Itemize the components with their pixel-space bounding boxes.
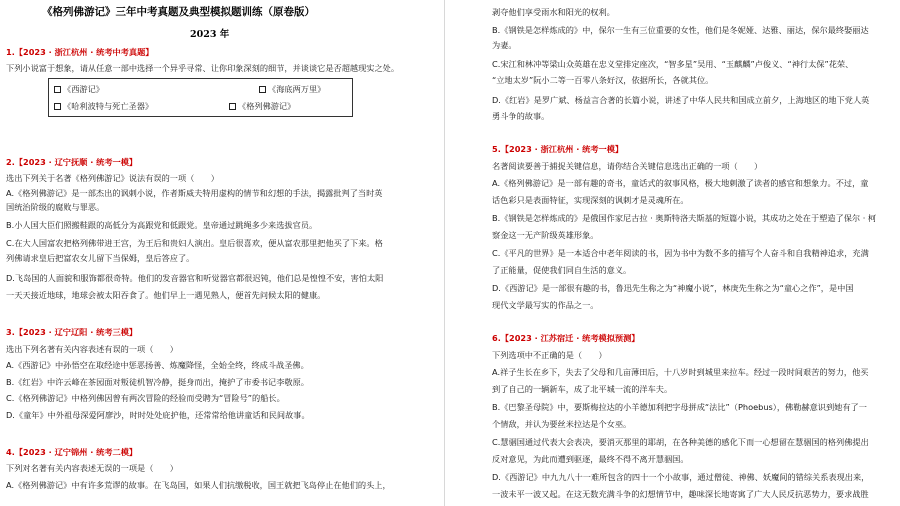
question-2-option-d-cont: 一天天接近地球，地球会被太阳吞食了。他们早上一遇见熟人，便首先问候太阳的健康。 (6, 290, 326, 300)
question-4-option-d: D.《红岩》是罗广斌、杨益言合著的长篇小说，讲述了中华人民共和国成立前夕，上海地区的地下党人英 (492, 95, 870, 105)
question-6-option-c: C.慧骃国通过代表大会表决，要消灭那里的耶胡，在各种美德的感化下而一心想留在慧骃国的格列佛提出 (492, 437, 869, 447)
question-3-option-b: B.《红岩》中许云峰在茶园面对叛徒机智冷静，挺身而出，掩护了市委书记李敬原。 (6, 377, 309, 387)
option-checkbox-item[interactable] (259, 84, 325, 95)
option-checkbox-item[interactable] (229, 101, 295, 112)
question-6-option-d-cont: 一波未平一波又起。在这无数充满斗争的幻想情节中，趣味深长地寄寓了广大人民反抗恶势力，要求战胜 (492, 489, 869, 499)
question-2-option-a-cont: 国统治阶级的腐败与罪恶。 (6, 202, 105, 212)
checkbox-icon[interactable] (259, 86, 266, 93)
question-5-option-b-cont: 察金这一无产阶级英雄形象。 (492, 230, 599, 240)
question-1-stem: 下列小说富于想象，请从任意一部中选择一个异乎寻常、让你印象深刻的细节，并谈谈它是否超越现实之处。 (6, 63, 400, 73)
question-4-option-d-cont: 勇斗争的故事。 (492, 111, 550, 121)
question-6-option-a-cont: 到了自己的一辆新车，成了北平城一流的洋车夫。 (492, 384, 673, 394)
option-label: 《格列佛游记》 (238, 101, 296, 111)
question-4-option-b-cont: 为妻。 (492, 40, 517, 50)
option-checkbox-item[interactable] (54, 84, 104, 95)
question-2-option-a: A.《格列佛游记》是一部杰出的讽刺小说，作者斯威夫特用虚构的情节和幻想的手法，揭露批判了当时英 (6, 188, 383, 198)
question-5-stem: 名著阅读要善于捕捉关键信息，请你结合关键信息选出正确的一项（ ） (492, 161, 763, 171)
question-3-option-c: C.《格列佛游记》中格列佛因曾有两次冒险的经验而受聘为“冒险号”的船长。 (6, 393, 285, 403)
question-2-option-c: C.在大人国富农把格列佛带进王宫，为王后和贵妇人演出。皇后很喜欢，便从富农那里把他买了下来。格 (6, 238, 383, 248)
left-page (0, 0, 437, 506)
question-5-option-b: B.《钢铁是怎样炼成的》是俄国作家尼古拉 · 奥斯特洛夫斯基的短篇小说，其成功之处在于塑造了保尔 · 柯 (492, 213, 877, 223)
option-label: 《哈利波特与死亡圣器》 (63, 101, 154, 111)
question-2-stem: 选出下列关于名著《格列佛游记》说法有误的一项（ ） (6, 173, 219, 183)
question-5-option-d-cont: 现代文学最写实的作品之一。 (492, 300, 599, 310)
question-5-header: 5.【2023 · 浙江杭州 · 统考一模】 (492, 144, 624, 154)
question-2-option-c-cont: 列佛请求皇后把富农女儿留下当保姆，皇后答应了。 (6, 253, 195, 263)
option-label: 《西游记》 (63, 84, 104, 94)
checkbox-icon[interactable] (54, 103, 61, 110)
question-6-stem: 下列选项中不正确的是（ ） (492, 350, 607, 360)
question-1-header: 1.【2023 · 浙江杭州 · 统考中考真题】 (6, 47, 154, 57)
question-6-option-d: D.《西游记》中九九八十一难所包含的四十一个小故事，通过僧徒、神佛、妖魔间的错综关系表现出来， (492, 472, 870, 482)
question-3-option-a: A.《西游记》中孙悟空在取经途中惩恶扬善、炼魔降怪，全始全终，终成斗战圣佛。 (6, 360, 309, 370)
right-page (456, 0, 900, 506)
question-4-header: 4.【2023 · 辽宁锦州 · 统考二模】 (6, 447, 138, 457)
document-title: 《格列佛游记》三年中考真题及典型模拟题训练（原卷版） (42, 6, 315, 18)
question-6-option-b: B.《巴黎圣母院》中，要斯梅拉达的小羊德加利把字母拼成“法比”（Phoebus），佛勒赫意识到她有了一 (492, 402, 867, 412)
question-4-option-a-cont: 剥夺他们享受雨水和阳光的权利。 (492, 7, 615, 17)
option-label: 《海底两万里》 (268, 84, 326, 94)
question-3-header: 3.【2023 · 辽宁辽阳 · 统考三模】 (6, 327, 138, 337)
question-5-option-d: D.《西游记》是一部很有趣的书，鲁迅先生称之为“神魔小说”，林庚先生称之为“童心之作”，是中国 (492, 283, 854, 293)
question-5-option-a-cont: 话色彩只是表面特征，实现深刻的讽刺才是灵魂所在。 (492, 195, 689, 205)
question-6-header: 6.【2023 · 江苏宿迁 · 统考模拟预测】 (492, 333, 640, 343)
question-5-option-a: A.《格列佛游记》是一部有趣的奇书，童话式的叙事风格，极大地刺激了读者的感官和想象力。不过，童 (492, 178, 869, 188)
question-4-stem: 下列对名著有关内容表述无误的一项是（ ） (6, 463, 178, 473)
question-1-option-box (48, 78, 353, 117)
question-5-option-c: C.《平凡的世界》是一本适合中老年阅读的书，因为书中为数不多的描写个人奋斗和自我精神追求，充满 (492, 248, 869, 258)
checkbox-icon[interactable] (229, 103, 236, 110)
page-gutter (437, 0, 456, 506)
page-divider (444, 0, 445, 506)
question-5-option-c-cont: 了正能量，促使我们同自生活的意义。 (492, 265, 632, 275)
question-4-option-a: A.《格列佛游记》中有许多荒谬的故事。在飞岛国，如果人们抗缴税收，国王就把飞岛停止在他们的头上， (6, 480, 391, 490)
question-3-stem: 选出下列名著有关内容表述有误的一项（ ） (6, 344, 178, 354)
question-6-option-c-cont: 反对意见，为此而遭到驱逐，最终不得不离开慧骃国。 (492, 454, 689, 464)
question-6-option-a: A.祥子生长在乡下，失去了父母和几亩薄田后，十八岁时到城里来拉车。经过一段时间艰苦的努力，他买 (492, 367, 869, 377)
question-4-option-c: C.宋江和林冲等梁山众英雄在忠义堂排定座次，“智多星”吴用、“玉麒麟”卢俊义、“神行太保”花荣、 (492, 59, 854, 69)
question-2-option-b: B.小人国大臣们照搬鞋跟的高低分为高跟党和低跟党。皇帝通过跳绳多少来选拔官员。 (6, 220, 318, 230)
year-heading: 2023 年 (190, 29, 230, 40)
checkbox-icon[interactable] (54, 86, 61, 93)
question-2-option-d: D.飞岛国的人面貌和服饰都很奇特。他们的发音器官和听觉器官都很迟钝，他们总是惶惶不安，害怕太阳 (6, 273, 384, 283)
option-checkbox-item[interactable] (54, 101, 153, 112)
question-4-option-b: B.《钢铁是怎样炼成的》中，保尔一生有三位重要的女性，他们是冬妮娅、达雅、丽达，保尔最终娶丽达 (492, 25, 869, 35)
question-3-option-d: D.《童年》中外祖母深爱阿廖沙，时时处处庇护他，还常常给他讲童话和民间故事。 (6, 410, 310, 420)
question-2-header: 2.【2023 · 辽宁抚顺 · 统考一模】 (6, 157, 138, 167)
question-4-option-c-cont: “立地太岁”阮小二等一百零八条好汉，依据所长，各就其位。 (492, 75, 714, 85)
question-6-option-b-cont: 个情敌，并认为要丝米拉达是个女巫。 (492, 419, 632, 429)
